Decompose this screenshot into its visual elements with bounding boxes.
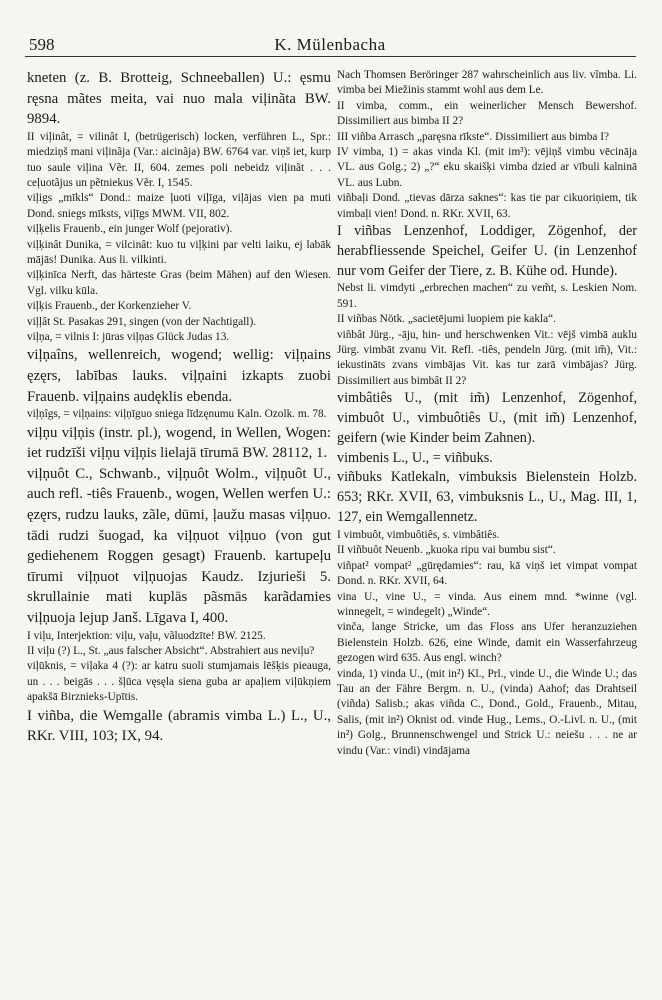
entry-paragraph: vimbâtiês U., (mit im̃) Lenzenhof, Zögenhof, vimbuôt U., vimbuôtiês U., (mit im̃) Lenzenhof, geifern (wie Kinder beim Zahnen). xyxy=(337,390,637,446)
header-rule xyxy=(25,56,636,57)
entry-paragraph: III viñba Arrasch „paręsna rīkste“. Dissimiliert aus bimba I? xyxy=(337,130,609,143)
entry-paragraph: viñpat² vompat² „gūrędamies“: rau, kā viņš iet vimpat vompat Dond. n. RKr. XVII, 64. xyxy=(337,559,637,588)
entry-paragraph: viļļât St. Pasakas 291, singen (von der Nachtigall). xyxy=(27,315,257,328)
right-column xyxy=(337,68,637,988)
entry-paragraph: viļigs „mīkls“ Dond.: maize ļuoti viļīga, viļājas vien pa muti Dond. sniegs mīksts, viļīgs MWM. VII, 802. xyxy=(27,192,331,220)
entry-paragraph: viñbuks Katlekaln, vimbuksis Bielenstein Holzb. 653; RKr. XVII, 63, vimbuksnis L., U., Mag. III, 1, 127, ein Wemgallennetz. xyxy=(337,469,637,526)
entry-paragraph: viļķinīca Nerft, das härteste Gras (beim Mähen) auf den Wiesen. Vgl. vilku kūla. xyxy=(27,269,331,297)
entry-paragraph: Nebst li. vimdyti „erbrechen machen“ zu vem̃t, s. Leskien Nom. 591. xyxy=(337,282,637,310)
entry-paragraph: I viñba, die Wemgalle (abramis vimba L.) L., U., RKr. VIII, 103; IX, 94. xyxy=(27,707,331,745)
entry-paragraph: viļķis Frauenb., der Korkenzieher V. xyxy=(27,300,192,313)
entry-paragraph: IV vimba, 1) = akas vinda Kl. (mit im³): vējiņš vimbu vēcināja VL. aus Golg.; 2) „?“ eku skaišķi vimba dzied ar vībuli kalninā VL. aus Lubn. xyxy=(337,146,637,189)
entry-paragraph: kneten (z. B. Brotteig, Schneeballen) U.: ęsmu ręsna mãtes meita, vai nuo mala viļinãta BW. 9894. xyxy=(27,70,331,128)
entry-paragraph: I viļu, Interjektion: viļu, vaļu, vãluodzīte! BW. 2125. xyxy=(27,629,266,642)
entry-paragraph: I viñbas Lenzenhof, Loddiger, Zögenhof, der herabfliessende Speichel, Geifer U. (in Lenzenhof nur vom Geifer der Tiere, z. B. Kühe od. Hunde). xyxy=(337,223,637,279)
entry-paragraph: II viļu (?) L., St. „aus falscher Absicht“. Abstrahiert aus neviļu? xyxy=(27,645,315,657)
entry-paragraph: II viñbas Nötk. „sacietējumi luopiem pie kakla“. xyxy=(337,313,556,326)
page-number: 598 xyxy=(29,35,55,54)
entry-paragraph: viļķelis Frauenb., ein junger Wolf (pejorativ). xyxy=(27,223,233,236)
entry-paragraph: I vimbuôt, vimbuôtiês, s. vimbâtiês. xyxy=(337,528,500,541)
entry-paragraph: viļūknis, = viļaka 4 (?): ar katru suoli stumjamais lēšķis pieauga, un . . . beigās . . . šļūca vęsęla siena guba ar apaļiem viļūkņiem apakšā Birznieks-Upītis. xyxy=(27,660,331,704)
entry-paragraph: II viñbuôt Neuenb. „kuoka ripu vai bumbu sist“. xyxy=(337,544,556,557)
entry-paragraph: viļņuôt C., Schwanb., viļņuôt Wolm., viļņuôt U., auch refl. -tiês Frauenb., wogen, Wellen werfen U.: ęzęrs, rudzu lauks, zãle, dūmi, ļaužu masas viļņuo. tādi rudzi šuogad, ka viļņuot viļņuo (von gut gediehenem Roggen gesagt) Frauenb. kartupeļu tīrumi viļņuot viļņuojas Kaudz. Izjurieši 5. skrullainie mati kuplās pãsmās karãdamies viļņuoja lejup Janš. Līgava I, 400. xyxy=(27,465,331,626)
running-title: K. Mülenbacha xyxy=(274,35,386,54)
entry-paragraph: viñbât Jürg., -āju, hin- und herschwenken Vit.: vējš vimbā auklu Jürg. vimbāt zvanu Vit. Refl. -tiês, pendeln Jürg. (mit im̃), Vit.: iekustināts zvans vimbājas Vit. kas tur zarā vimbājas? Jürg. Dissimiliert aus bimbât II 2? xyxy=(337,328,637,387)
entry-paragraph: viļņîgs, = viļņains: viļņīguo sniega līdzęnumu Kaln. Ozolk. m. 78. xyxy=(27,408,327,421)
entry-paragraph: vinča, lange Stricke, um das Floss ans Ufer heranzuziehen Bielenstein Holzb. 626, eine Winde, damit ein Wasserfahrzeug gezogen wird 635. Aus engl. winch? xyxy=(337,621,637,665)
entry-paragraph: viļņaîns, wellenreich, wogend; wellig: viļņains ęzęrs, labības lauks. viļņaini izkapts zuobi Frauenb. viļņains audęklis ebenda. xyxy=(27,347,331,405)
left-column xyxy=(27,68,331,988)
entry-paragraph: viļņu viļņis (instr. pl.), wogend, in Wellen, Wogen: iet rudzīši viļņu viļņis lielajā tīrumā BW. 28112, 1. xyxy=(27,424,331,462)
entry-paragraph: II viļinât, = vilinât I, (betrügerisch) locken, verführen L., Spr.: miedziņš mani viļinãja (Var.: aicinãja) BW. 6764 var. viņš iet, kurp tuo saule viļina Vẽr. II, 604. zemes poli nebeidz viļinãt . . . ceļuotãjus un pẽtniekus Vẽr. I, 1545. xyxy=(27,130,331,189)
entry-paragraph: viļķinât Dunika, = vilcinât: kuo tu viļķini par velti laiku, ej labāk mājās! Dunika. Aus li. vilkinti. xyxy=(27,238,331,267)
entry-paragraph: vimbenis L., U., = viñbuks. xyxy=(337,449,493,466)
entry-paragraph: vina U., vine U., = vinda. Aus einem mnd. *winne (vgl. winnegelt, = windegelt) „Winde“. xyxy=(337,590,637,618)
entry-paragraph: vinda, 1) vinda U., (mit in²) Kl., Prl., vinde U., die Winde U.; das Tau an der Fähre Bergm. n. U., (vinda) Aahof; das Drahtseil (viñda) Salisb.; akas viñda C., Dond., Gold., Frauenb., Mitau, Salis, (mit in²) Oknist od. vinde Hug., Lems., O.-Livl. n. U., (mit in²) Golg., Brunnenschwengel und Strick U.: neiešu . . . ne ar vindu (Var.: vindi) vindājama xyxy=(337,667,637,757)
entry-paragraph: II vimba, comm., ein weinerlicher Mensch Bewershof. Dissimiliert aus bimba II 2? xyxy=(337,99,637,128)
entry-paragraph: viñbaļi Dond. „tievas dārza saknes“: kas tie par cikuoriņiem, tik vimbaļi vien! Dond. n. RKr. XVII, 63. xyxy=(337,192,637,220)
entry-paragraph: Nach Thomsen Beröringer 287 wahrscheinlich aus liv. vĩmba. Li. vimba bei Miežinis stammt wohl aus dem Le. xyxy=(337,69,637,97)
entry-paragraph: viļņa, = vilnis I: jūras viļņas Glück Judas 13. xyxy=(27,331,230,344)
